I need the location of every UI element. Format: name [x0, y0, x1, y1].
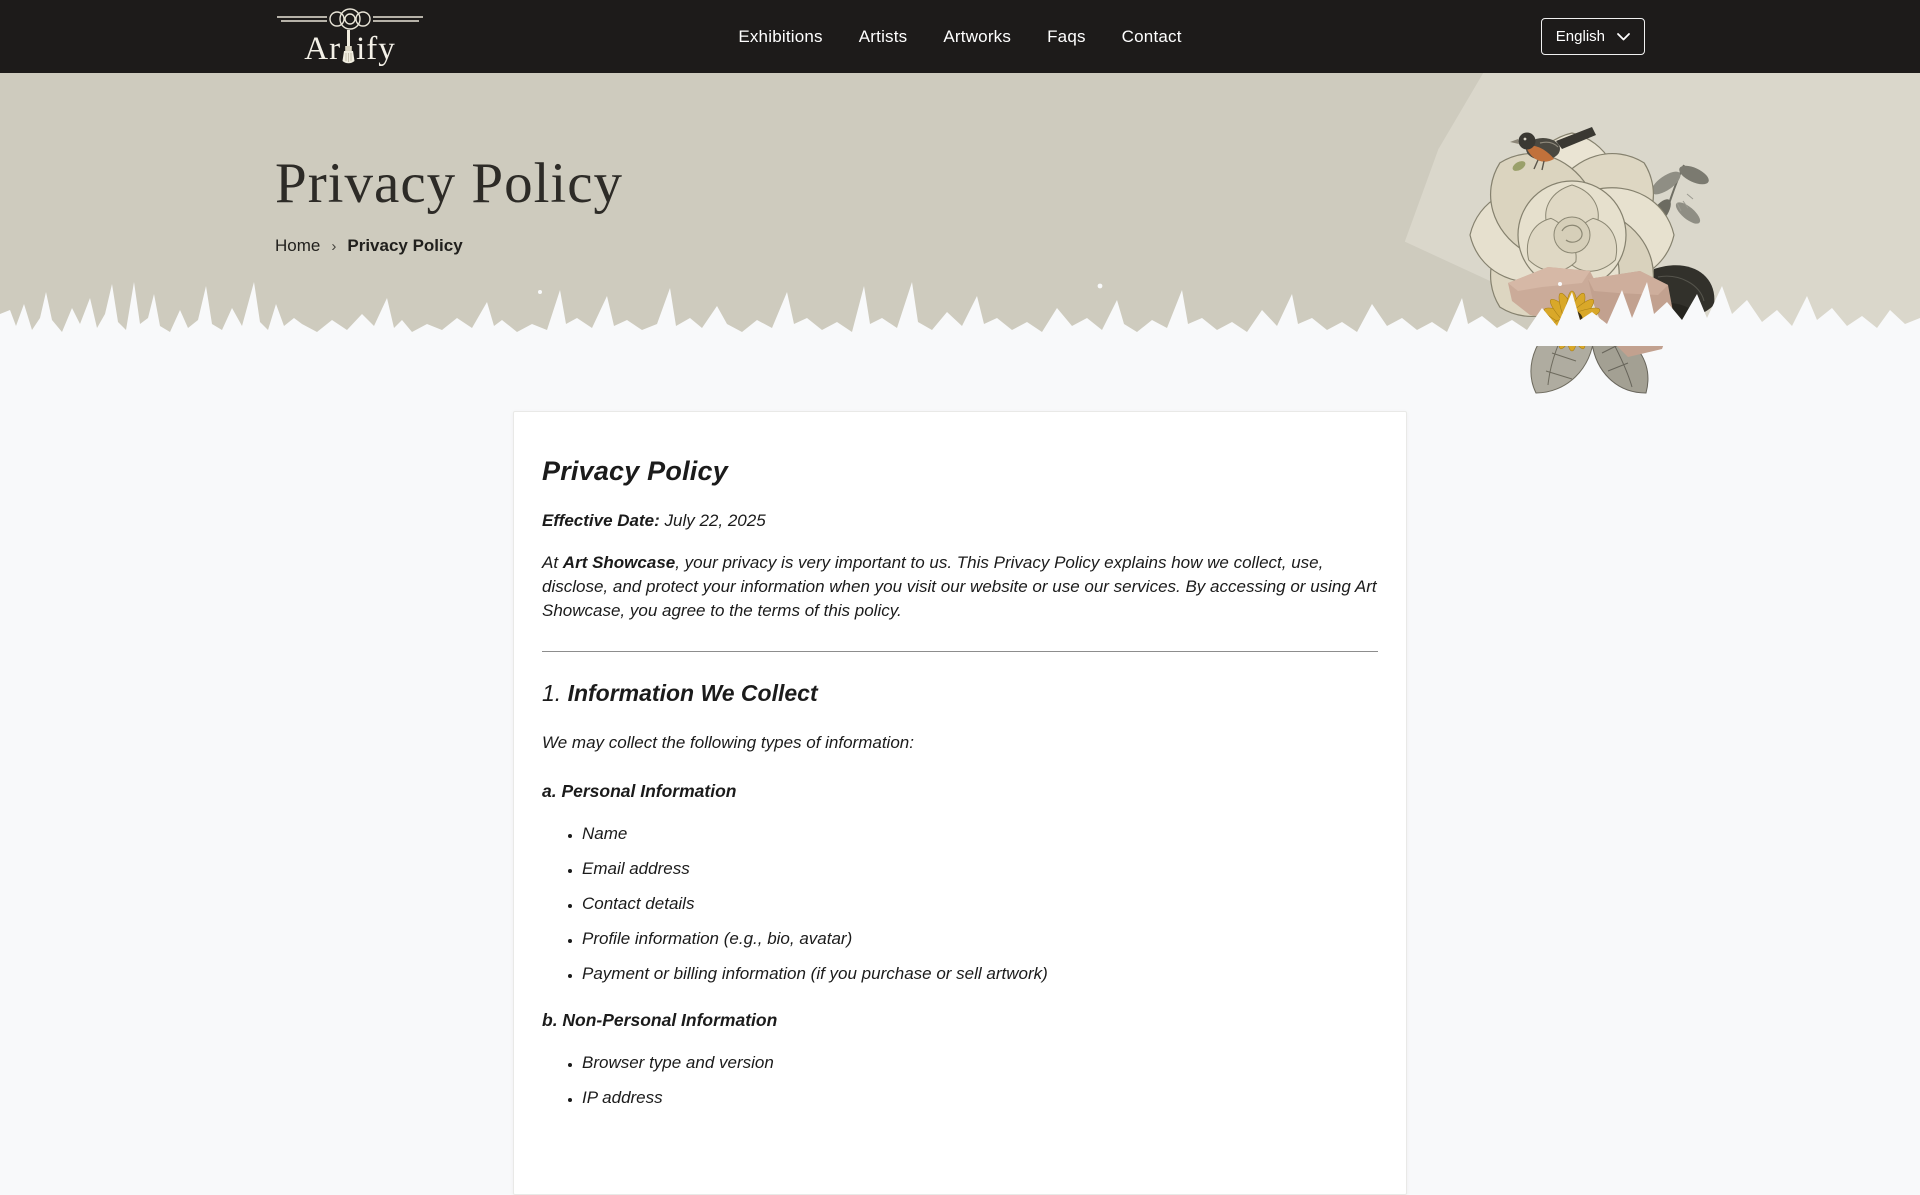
- nav-item-artists[interactable]: Artists: [858, 26, 908, 46]
- list-item: • Email address: [582, 859, 1378, 879]
- section-divider: [542, 651, 1378, 652]
- chevron-down-icon: [1617, 33, 1630, 41]
- intro-brand-name: Art Showcase: [562, 553, 676, 572]
- section-1-title: Information We Collect: [567, 680, 818, 707]
- section-1-heading: [542, 680, 1378, 707]
- main-nav: [738, 27, 1181, 47]
- section-1-number: 1.: [542, 680, 568, 707]
- language-selector[interactable]: [1541, 18, 1645, 55]
- list-item: • Profile information (e.g., bio, avatar): [582, 929, 1378, 949]
- page-content: [0, 345, 1920, 1195]
- privacy-policy-card: [513, 411, 1407, 1195]
- list-item: • Contact details: [582, 894, 1378, 914]
- breadcrumb-separator-icon: ›: [331, 237, 337, 255]
- intro-prefix: At: [542, 553, 563, 572]
- non-personal-information-list: [542, 1053, 1378, 1108]
- breadcrumb-current: Privacy Policy: [347, 236, 463, 255]
- nav-item-contact[interactable]: Contact: [1121, 26, 1182, 46]
- page-title: Privacy Policy: [275, 152, 624, 215]
- effective-date: [542, 511, 1378, 531]
- breadcrumb: [275, 236, 1920, 256]
- article-title: Privacy Policy: [542, 456, 728, 486]
- breadcrumb-home-link[interactable]: Home: [275, 236, 321, 255]
- personal-information-list: [542, 824, 1378, 984]
- effective-date-value: July 22, 2025: [659, 511, 766, 530]
- subsection-a-title: a. Personal Information: [542, 781, 737, 802]
- artify-logo[interactable]: [275, 8, 425, 68]
- top-navigation-bar: [0, 0, 1920, 73]
- list-item: • Browser type and version: [582, 1053, 1378, 1073]
- language-selected-label: English: [1555, 28, 1605, 45]
- paintbrush-icon: [342, 30, 355, 64]
- logo-ornament-icon: [275, 8, 425, 30]
- list-item: • Name: [582, 824, 1378, 844]
- section-1-lead: We may collect the following types of information:: [542, 733, 914, 753]
- nav-item-exhibitions[interactable]: Exhibitions: [738, 26, 823, 46]
- effective-date-label: Effective Date:: [542, 511, 660, 530]
- intro-rest: , your privacy is very important to us. This Privacy Policy explains how we collect, use, disclose, and protect your information when you visit our website or use our services. By accessing or using Art Showcase, you agree to the terms of this policy.: [542, 553, 1377, 621]
- list-item: • Payment or billing information (if you purchase or sell artwork): [582, 964, 1378, 984]
- subsection-b-title: b. Non-Personal Information: [542, 1010, 778, 1031]
- nav-item-faqs[interactable]: Faqs: [1047, 26, 1086, 46]
- logo-wordmark: Ar ify: [304, 31, 396, 68]
- torn-white-edge-decoration: [0, 274, 1920, 346]
- nav-item-artworks[interactable]: Artworks: [943, 26, 1012, 46]
- intro-paragraph: [542, 551, 1378, 623]
- page-hero-banner: [0, 73, 1920, 345]
- list-item: • IP address: [582, 1088, 1378, 1108]
